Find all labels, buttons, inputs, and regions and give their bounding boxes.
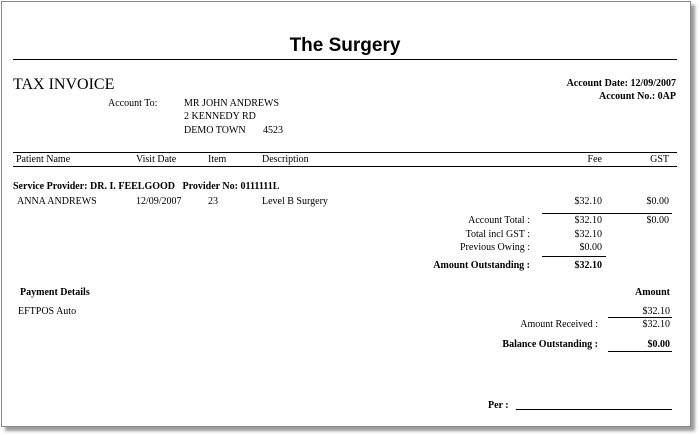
previous-owing-label: Previous Owing : (460, 242, 530, 253)
customer-address-line2: DEMO TOWN (184, 125, 246, 136)
amount-outstanding-value: $32.10 (574, 260, 602, 271)
column-patient-name: Patient Name (16, 154, 71, 165)
column-description: Description (262, 154, 309, 165)
line-item-date: 12/09/2007 (136, 196, 182, 207)
invoice-page (1, 1, 691, 427)
columns-top-rule (13, 152, 677, 153)
provider-number-value: 0111111L (240, 181, 280, 192)
service-provider-label: Service Provider: (13, 181, 88, 192)
customer-postcode: 4523 (263, 125, 283, 136)
line-item-fee: $32.10 (574, 196, 602, 207)
customer-address-line1: 2 KENNEDY RD (184, 111, 256, 122)
signature-line (516, 409, 672, 410)
account-to-label: Account To: (108, 98, 158, 109)
document-title: TAX INVOICE (13, 76, 115, 93)
balance-rule (608, 351, 672, 352)
column-fee: Fee (587, 154, 602, 165)
account-total-label: Account Total : (468, 215, 530, 226)
customer-name: MR JOHN ANDREWS (184, 98, 280, 109)
total-incl-gst-label: Total incl GST : (465, 229, 530, 240)
account-total-gst: $0.00 (646, 215, 669, 226)
line-item-number: 23 (208, 196, 218, 207)
service-provider (13, 181, 279, 192)
balance-outstanding-value: $0.00 (647, 339, 670, 350)
balance-outstanding-label: Balance Outstanding : (502, 339, 598, 350)
payment-amount-heading: Amount (634, 287, 670, 298)
column-item: Item (208, 154, 227, 165)
practice-name: The Surgery (289, 35, 401, 56)
previous-owing-value: $0.00 (579, 242, 602, 253)
payment-details-heading: Payment Details (20, 287, 90, 298)
line-item-patient: ANNA ANDREWS (17, 196, 97, 207)
amount-outstanding-label: Amount Outstanding : (433, 260, 530, 271)
payment-method-amount: $32.10 (642, 306, 670, 317)
account-date-label: Account Date: (566, 78, 628, 89)
line-item-gst: $0.00 (646, 196, 669, 207)
column-visit-date: Visit Date (136, 154, 177, 165)
payment-method: EFTPOS Auto (18, 306, 77, 317)
column-gst: GST (650, 154, 669, 165)
payment-rule (608, 317, 672, 318)
account-number-value: 0AP (657, 91, 676, 102)
totals-rule (542, 213, 672, 214)
per-label: Per : (488, 400, 509, 411)
amount-received-value: $32.10 (642, 319, 670, 330)
columns-bottom-rule (13, 166, 677, 167)
line-item-description: Level B Surgery (262, 196, 328, 207)
account-number-label: Account No.: (599, 91, 656, 102)
service-provider-name: DR. I. FEELGOOD (90, 181, 176, 192)
total-incl-gst-value: $32.10 (574, 229, 602, 240)
account-date (567, 78, 676, 89)
header-rule (13, 59, 677, 60)
amount-received-label: Amount Received : (520, 319, 598, 330)
outstanding-rule (542, 256, 606, 257)
account-date-value: 12/09/2007 (630, 78, 676, 89)
account-number (599, 91, 676, 102)
provider-number-label: Provider No: (182, 181, 238, 192)
account-total-fee: $32.10 (574, 215, 602, 226)
